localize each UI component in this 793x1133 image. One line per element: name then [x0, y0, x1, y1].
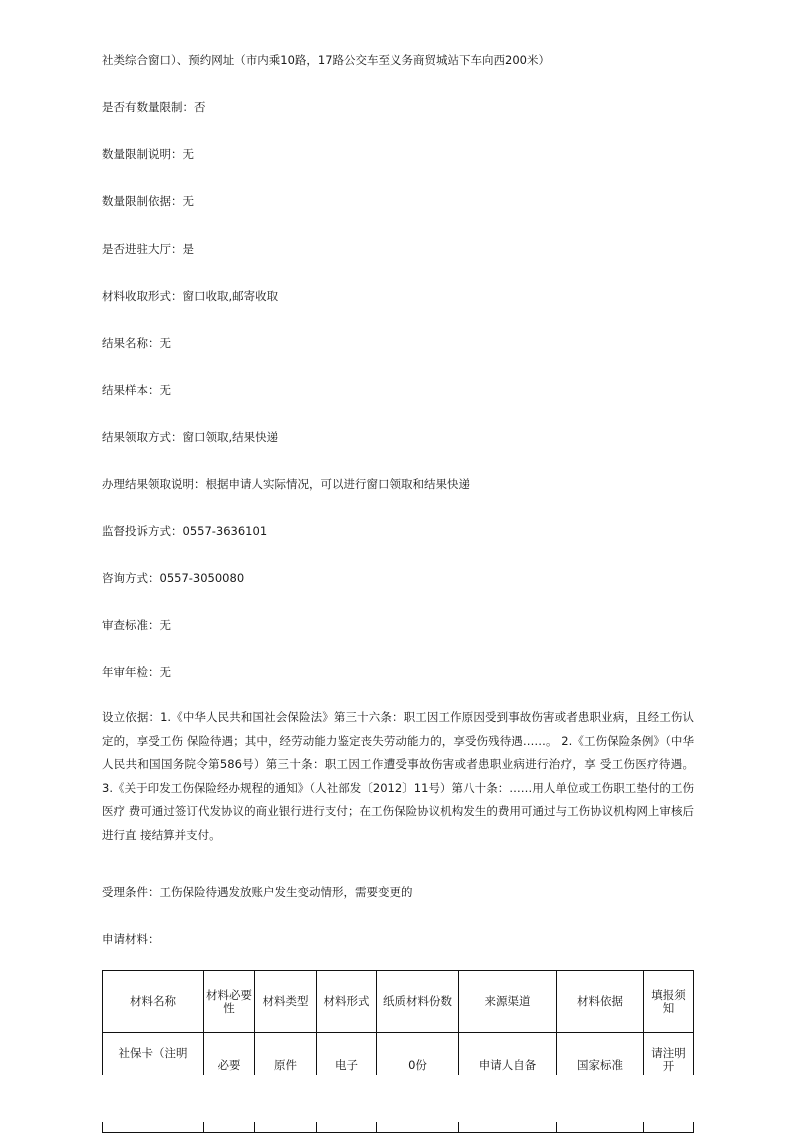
cell-basis: 国家标准	[557, 1033, 644, 1133]
line-pickup-description: 办理结果领取说明：根据申请人实际情况，可以进行窗口领取和结果快递	[102, 477, 470, 491]
line-limit-basis: 数量限制依据：无	[102, 194, 194, 208]
line-address: 社类综合窗口）、预约网址（市内乘10路，17路公交车至义务商贸城站下车向西200米）	[102, 53, 550, 67]
cell-material-name: 社保卡（注明	[103, 1033, 204, 1133]
cell-source: 申请人自备	[459, 1033, 557, 1133]
header-source-channel: 来源渠道	[459, 971, 557, 1033]
line-material-form: 材料收取形式：窗口收取,邮寄收取	[102, 289, 279, 303]
header-material-name: 材料名称	[103, 971, 204, 1033]
table-header-row	[103, 971, 694, 1033]
header-material-form: 材料形式	[317, 971, 377, 1033]
cell-form: 电子	[317, 1033, 377, 1133]
line-annual-inspection: 年审年检：无	[102, 665, 171, 679]
line-in-hall: 是否进驻大厅：是	[102, 242, 194, 256]
line-review-standard: 审查标准：无	[102, 618, 171, 632]
cell-necessity: 必要	[204, 1033, 255, 1133]
header-material-basis: 材料依据	[557, 971, 644, 1033]
acceptance-conditions: 受理条件：工伤保险待遇发放账户发生变动情形，需要变更的	[102, 885, 413, 899]
line-result-pickup: 结果领取方式：窗口领取,结果快递	[102, 430, 279, 444]
line-result-name: 结果名称：无	[102, 336, 171, 350]
page-bottom-margin	[0, 1075, 793, 1122]
materials-label: 申请材料：	[102, 932, 160, 946]
line-limit-description: 数量限制说明：无	[102, 147, 194, 161]
cell-copies: 0份	[377, 1033, 459, 1133]
cell-notes: 请注明开	[644, 1033, 694, 1133]
line-quantity-limit: 是否有数量限制：否	[102, 100, 206, 114]
header-material-type: 材料类型	[255, 971, 317, 1033]
line-consult-contact: 咨询方式：0557-3050080	[102, 571, 245, 585]
legal-basis-paragraph: 设立依据：1.《中华人民共和国社会保险法》第三十六条：职工因工作原因受到事故伤害或者患职业病，且经工伤认定的，享受工伤 保险待遇；其中，经劳动能力鉴定丧失劳动能力的，享受伤残待遇……。 2.《工伤保险条例》（中华人民共和国国务院令第586号）第三十条：职工因工作遭受事故伤害或者患职业病进行治疗，享 受工伤医疗待遇。 3.《关于印发工伤保险经办规程的通知》（人社部发〔2012〕11号）第八十条：……用人单位或工伤职工垫付的工伤医疗 费可通过签订代发协议的商业银行进行支付；在工伤保险协议机构发生的费用可通过与工伤协议机构网上审核后进行直 接结算并支付。	[102, 710, 694, 842]
header-paper-copies: 纸质材料份数	[377, 971, 459, 1033]
line-result-sample: 结果样本：无	[102, 383, 171, 397]
line-complaint-contact: 监督投诉方式：0557-3636101	[102, 524, 268, 538]
cell-type: 原件	[255, 1033, 317, 1133]
header-filling-notes: 填报须知	[644, 971, 694, 1033]
header-material-necessity: 材料必要性	[204, 971, 255, 1033]
